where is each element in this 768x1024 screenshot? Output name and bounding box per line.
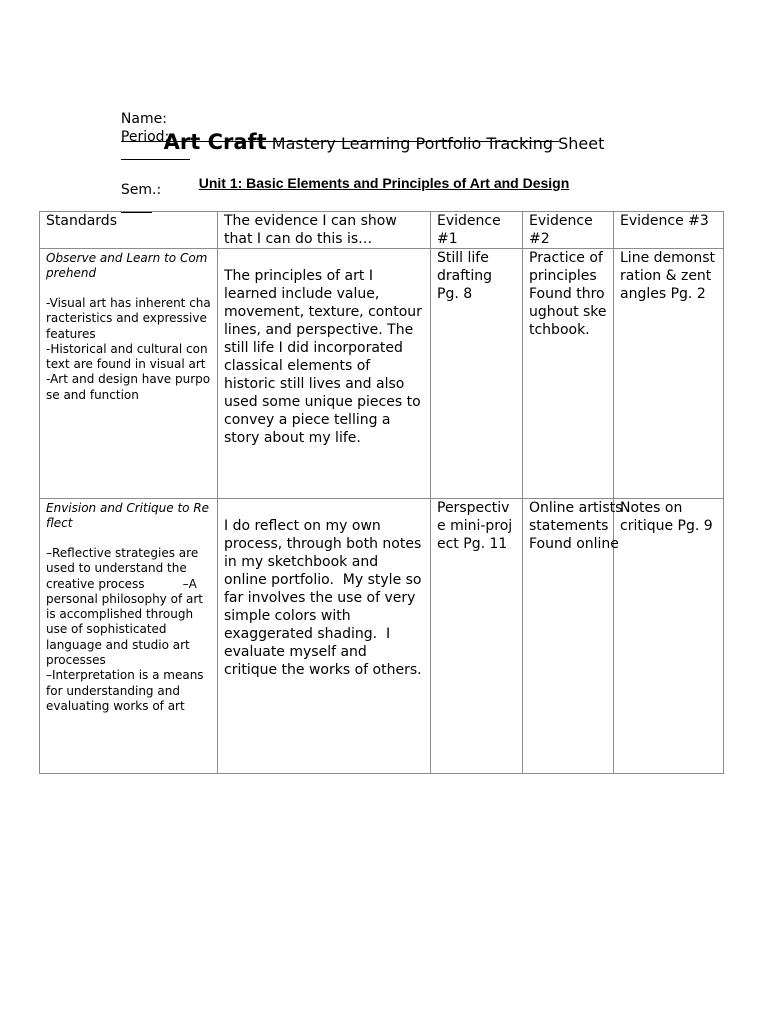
- title-main: Art Craft: [163, 130, 267, 154]
- evidence-1-cell[interactable]: [431, 249, 523, 499]
- period-sem-row: [112, 112, 190, 218]
- table-header-row: [40, 212, 724, 249]
- period-label: Period:: [120, 129, 170, 145]
- name-label: Name:: [120, 111, 167, 127]
- standards-cell: [40, 249, 218, 499]
- evidence-2-text: Online artists statements Found online: [529, 500, 623, 552]
- evidence-3-cell[interactable]: [614, 499, 724, 774]
- header-cell: Standards: [40, 212, 218, 249]
- evidence-3-text: Line demonstration & zentangles Pg. 2: [620, 250, 715, 302]
- evidence-2-text: Practice of principles Found throughout sketchbook.: [529, 250, 607, 338]
- evidence-statement: The principles of art I learned include value, movement, texture, contour lines, and perspective. The still life I did incorporated classical elements of historic still lives and also used some unique pieces to convey a piece telling a story about my life.: [224, 268, 427, 446]
- header-cell: Evidence #1: [431, 212, 523, 249]
- standards-cell: [40, 499, 218, 774]
- standard-title: Envision and Critique to Reflect: [46, 501, 210, 530]
- unit-heading: Unit 1: Basic Elements and Principles of Art and Design: [198, 175, 570, 191]
- evidence-statement-cell[interactable]: [218, 499, 431, 774]
- header-cell: Evidence #2: [523, 212, 614, 249]
- standard-body: –Reflective strategies are used to understand the creative process –A personal philosophy of art is accomplished through use of sophisticated language and studio art processes –Interpretation is a means for understanding and evaluating works of art: [46, 546, 204, 713]
- title-sub: Mastery Learning Portfolio Tracking Sheet: [271, 134, 605, 153]
- standard-body: -Visual art has inherent characteristics and expressive features -Historical and cultural context are found in visual art -Art and design have purpose and function: [46, 296, 211, 402]
- tracking-table: [39, 211, 724, 774]
- evidence-1-cell[interactable]: [431, 499, 523, 774]
- page-title: [0, 130, 768, 154]
- table-row: [40, 499, 724, 774]
- evidence-statement-cell[interactable]: [218, 249, 431, 499]
- standard-title: Observe and Learn to Comprehend: [46, 251, 208, 280]
- evidence-2-cell[interactable]: [523, 249, 614, 499]
- header-cell: The evidence I can show that I can do this is…: [218, 212, 431, 249]
- evidence-statement: I do reflect on my own process, through both notes in my sketchbook and online portfolio. My style so far involves the use of very simple colors with exaggerated shading. I evaluate myself and critique the works of others.: [224, 518, 426, 678]
- evidence-2-cell[interactable]: [523, 499, 623, 774]
- sem-label: Sem.:: [120, 182, 162, 198]
- evidence-1-text: Still life drafting Pg. 8: [437, 250, 493, 302]
- evidence-3-cell[interactable]: [614, 249, 724, 499]
- header-cell: Evidence #3: [614, 212, 724, 249]
- evidence-3-text: Notes on critique Pg. 9: [620, 500, 713, 534]
- table-row: [40, 249, 724, 499]
- evidence-1-text: Perspective mini-project Pg. 11: [437, 500, 513, 552]
